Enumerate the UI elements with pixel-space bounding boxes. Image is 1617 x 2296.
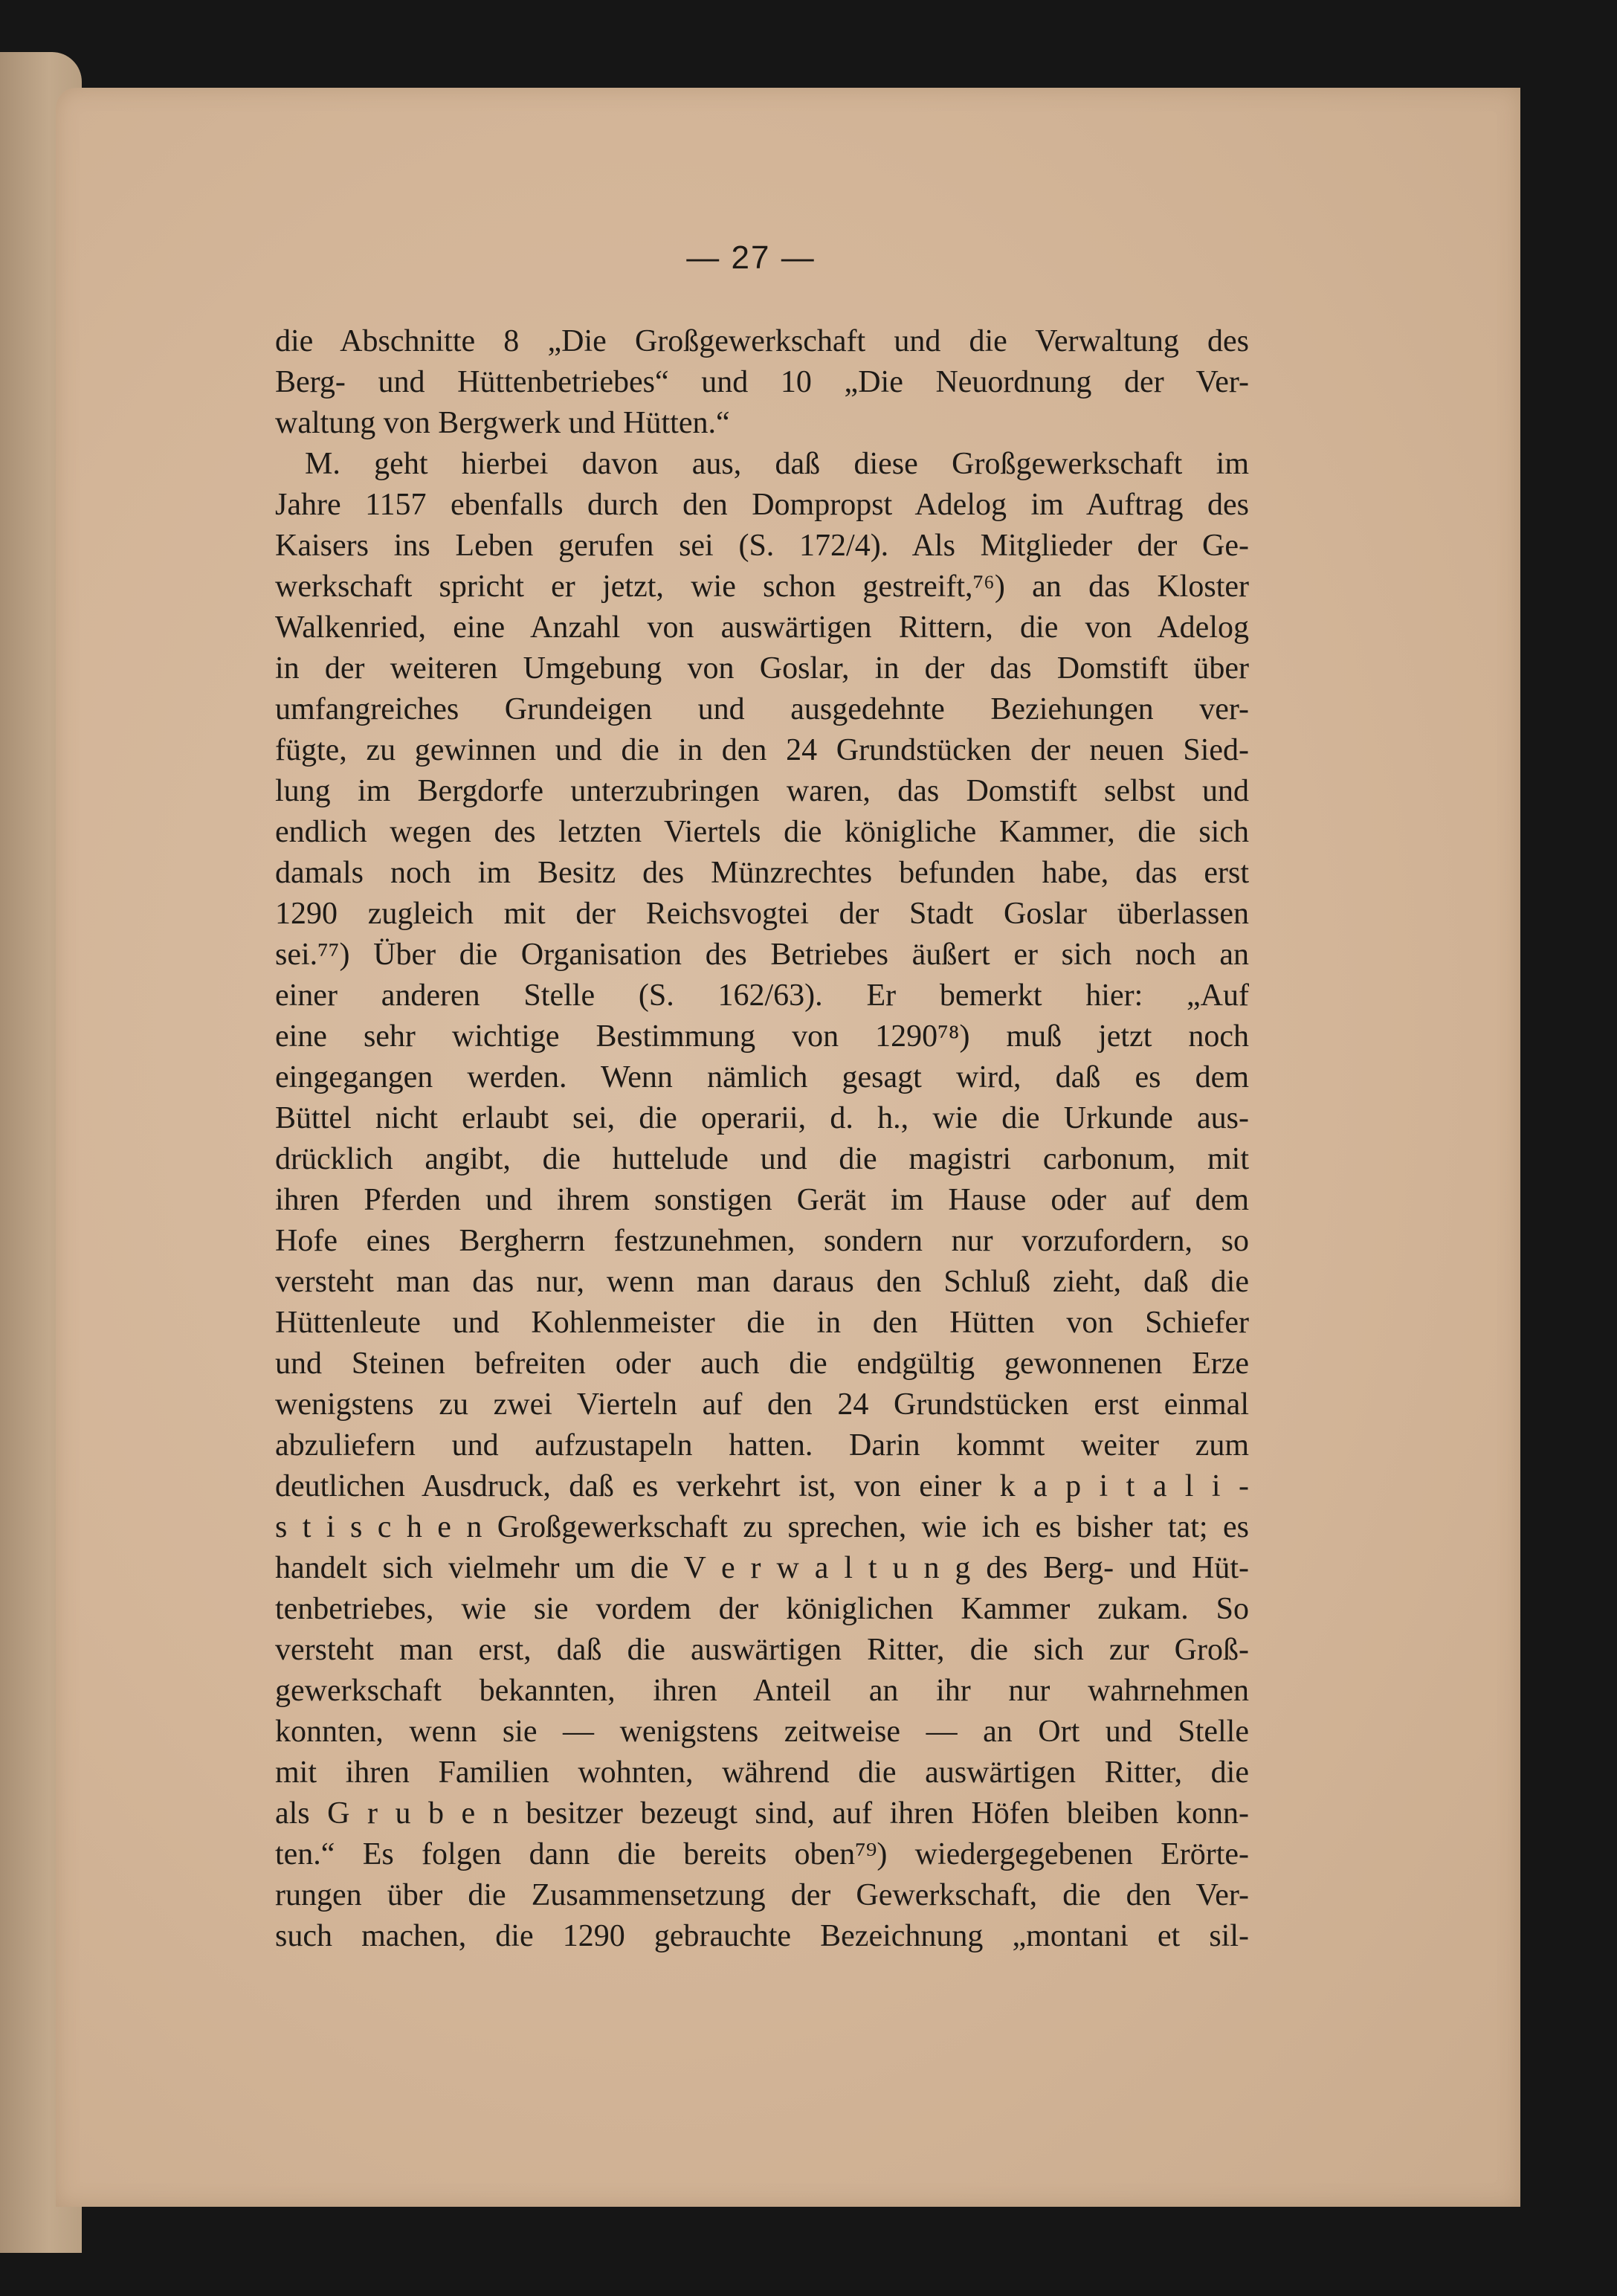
text-line: handelt sich vielmehr um die V e r w a l t u n g des Berg- und Hüt- <box>275 1551 1249 1585</box>
body-text <box>275 321 1249 1957</box>
text-line: umfangreiches Grundeigen und ausgedehnte Beziehungen ver- <box>275 692 1249 726</box>
text-line: versteht man erst, daß die auswärtigen Ritter, die sich zur Groß- <box>275 1633 1249 1667</box>
text-line: deutlichen Ausdruck, daß es verkehrt ist, von einer k a p i t a l i - <box>275 1469 1249 1503</box>
page-number: — 27 — <box>686 239 816 276</box>
text-line: als G r u b e n besitzer bezeugt sind, auf ihren Höfen bleiben konn- <box>275 1796 1249 1831</box>
text-line: in der weiteren Umgebung von Goslar, in der das Domstift über <box>275 651 1249 686</box>
text-line: konnten, wenn sie — wenigstens zeitweise — an Ort und Stelle <box>275 1715 1249 1749</box>
text-line: eine sehr wichtige Bestimmung von 1290⁷⁸) muß jetzt noch <box>275 1019 1249 1054</box>
text-line: wenigstens zu zwei Vierteln auf den 24 Grundstücken erst einmal <box>275 1387 1249 1422</box>
text-line: gewerkschaft bekannten, ihren Anteil an ihr nur wahrnehmen <box>275 1674 1249 1708</box>
text-line: lung im Bergdorfe unterzubringen waren, das Domstift selbst und <box>275 774 1249 808</box>
text-line: Berg- und Hüttenbetriebes“ und 10 „Die Neuordnung der Ver- <box>275 365 1249 399</box>
text-line: such machen, die 1290 gebrauchte Bezeichnung „montani et sil- <box>275 1919 1249 1953</box>
text-line: die Abschnitte 8 „Die Großgewerkschaft und die Verwaltung des <box>275 324 1249 358</box>
text-line: M. geht hierbei davon aus, daß diese Großgewerkschaft im <box>305 447 1249 481</box>
text-line: abzuliefern und aufzustapeln hatten. Darin kommt weiter zum <box>275 1428 1249 1463</box>
text-line: eingegangen werden. Wenn nämlich gesagt wird, daß es dem <box>275 1060 1249 1094</box>
text-line: endlich wegen des letzten Viertels die königliche Kammer, die sich <box>275 815 1249 849</box>
text-line: damals noch im Besitz des Münzrechtes befunden habe, das erst <box>275 856 1249 890</box>
text-line: rungen über die Zusammensetzung der Gewerkschaft, die den Ver- <box>275 1878 1249 1912</box>
text-line: Hofe eines Bergherrn festzunehmen, sondern nur vorzufordern, so <box>275 1224 1249 1258</box>
text-line: Büttel nicht erlaubt sei, die operarii, d. h., wie die Urkunde aus- <box>275 1101 1249 1135</box>
text-line: tenbetriebes, wie sie vordem der königlichen Kammer zukam. So <box>275 1592 1249 1626</box>
text-line: 1290 zugleich mit der Reichsvogtei der Stadt Goslar überlassen <box>275 897 1249 931</box>
text-line: s t i s c h e n Großgewerkschaft zu sprechen, wie ich es bisher tat; es <box>275 1510 1249 1544</box>
text-line: einer anderen Stelle (S. 162/63). Er bemerkt hier: „Auf <box>275 978 1249 1013</box>
text-line: ihren Pferden und ihrem sonstigen Gerät im Hause oder auf dem <box>275 1183 1249 1217</box>
text-line: Hüttenleute und Kohlenmeister die in den Hütten von Schiefer <box>275 1306 1249 1340</box>
text-line: waltung von Bergwerk und Hütten.“ <box>275 406 730 440</box>
text-line: mit ihren Familien wohnten, während die auswärtigen Ritter, die <box>275 1755 1249 1790</box>
text-line: Jahre 1157 ebenfalls durch den Dompropst Adelog im Auftrag des <box>275 488 1249 522</box>
text-line: werkschaft spricht er jetzt, wie schon gestreift,⁷⁶) an das Kloster <box>275 570 1249 604</box>
text-line: Walkenried, eine Anzahl von auswärtigen Rittern, die von Adelog <box>275 610 1249 645</box>
text-line: ten.“ Es folgen dann die bereits oben⁷⁹) wiedergegebenen Erörte- <box>275 1837 1249 1871</box>
text-line: und Steinen befreiten oder auch die endgültig gewonnenen Erze <box>275 1347 1249 1381</box>
text-line: versteht man das nur, wenn man daraus den Schluß zieht, daß die <box>275 1265 1249 1299</box>
text-line: fügte, zu gewinnen und die in den 24 Grundstücken der neuen Sied- <box>275 733 1249 767</box>
text-line: sei.⁷⁷) Über die Organisation des Betriebes äußert er sich noch an <box>275 938 1249 972</box>
text-line: drücklich angibt, die huttelude und die magistri carbonum, mit <box>275 1142 1249 1176</box>
text-line: Kaisers ins Leben gerufen sei (S. 172/4). Als Mitglieder der Ge- <box>275 529 1249 563</box>
